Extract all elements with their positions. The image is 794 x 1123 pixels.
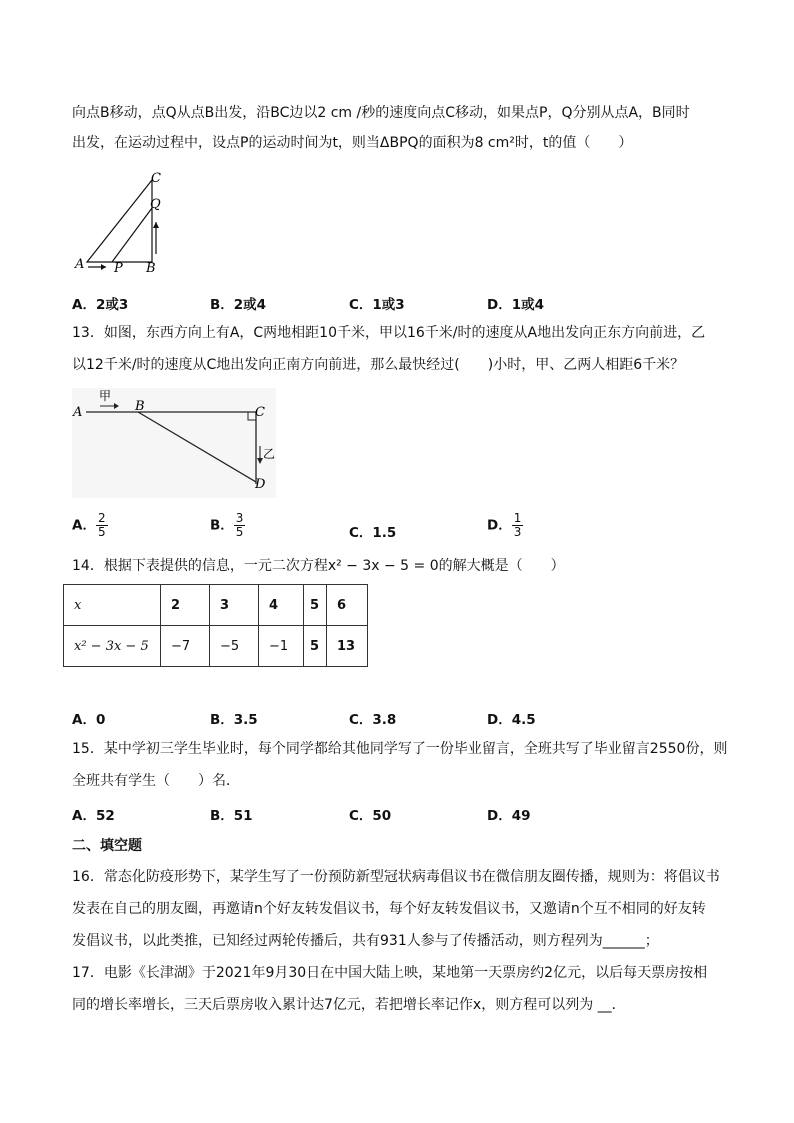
q12-triangle-figure (70, 168, 180, 276)
table-cell: −1 (259, 626, 304, 667)
table-cell: 5 (304, 585, 327, 626)
segment-pq (112, 208, 152, 262)
arrow-bq-head (153, 222, 159, 228)
arrow-ap-head (101, 264, 106, 270)
option-letter: D． (487, 517, 512, 534)
table-cell: 4 (259, 585, 304, 626)
q17-line-2: 同的增长率增长，三天后票房收入累计达7亿元，若把增长率记作x，则方程可以列为 __． (72, 997, 626, 1013)
q15-line-2: 全班共有学生（ ）名． (72, 773, 240, 789)
q12-line-2: 出发，在运动过程中，设点P的运动时间为t，则当ΔBPQ的面积为8 cm²时，t的值（ ） (72, 135, 633, 151)
q13-line-2: 以12千米/时的速度从C地出发向正南方向前进，那么最快经过( )小时，甲、乙两人相距6千米？ (72, 357, 685, 373)
q16-line-1: 16．常态化防疫形势下，某学生写了一份预防新型冠状病毒倡议书在微信朋友圈传播，规则为：将倡议书 (72, 869, 720, 885)
label-d: D (255, 477, 266, 492)
label-c: C (255, 405, 265, 420)
q15-line-1: 15．某中学初三学生毕业时，每个同学都给其他同学写了一份毕业留言，全班共写了毕业留言2550份，则 (72, 741, 728, 757)
table-cell: −5 (210, 626, 259, 667)
q12-option-b: B．2或4 (210, 297, 267, 313)
q12-option-a: A．2或3 (72, 297, 129, 313)
q13-option-a (72, 512, 108, 539)
table-cell: 6 (327, 585, 368, 626)
q12-option-c: C．1或3 (349, 297, 405, 313)
table-cell: 13 (327, 626, 368, 667)
label-c: C (151, 171, 161, 186)
label-jia: 甲 (99, 389, 112, 403)
label-a: A (73, 405, 83, 420)
label-b: B (135, 399, 145, 414)
table-cell: x (64, 585, 161, 626)
q15-option-b: B．51 (210, 808, 253, 824)
q14-option-c: C．3.8 (349, 712, 397, 728)
table-cell: x² − 3x − 5 (64, 626, 161, 667)
table-cell: 5 (304, 626, 327, 667)
option-letter: B． (210, 517, 234, 534)
q14-line-1: 14．根据下表提供的信息，一元二次方程x² − 3x − 5 = 0的解大概是（ ） (72, 558, 565, 574)
q14-value-table (63, 584, 368, 667)
fraction: $\frac{3}{5}$ (235, 511, 244, 539)
figure-background (72, 388, 276, 498)
label-q: Q (150, 197, 161, 212)
q12-line-1: 向点B移动，点Q从点B出发，沿BC边以2 cm /秒的速度向点C移动，如果点P，Q分别从点A，B同时 (72, 105, 690, 121)
q13-option-c: C．1.5 (349, 525, 397, 541)
fraction: $\frac{1}{3}$ (513, 511, 522, 539)
table-cell: 3 (210, 585, 259, 626)
label-a: A (75, 257, 85, 272)
q15-option-a: A．52 (72, 808, 115, 824)
table-row (64, 626, 368, 667)
q15-option-d: D．49 (487, 808, 531, 824)
table-row (64, 585, 368, 626)
q16-line-3: 发倡议书，以此类推，已知经过两轮传播后，共有931人参与了传播活动，则方程列为______； (72, 933, 659, 949)
table-cell: −7 (161, 626, 210, 667)
q16-line-2: 发表在自己的朋友圈，再邀请n个好友转发倡议书，每个好友转发倡议书，又邀请n个互不相同的好友转 (72, 901, 706, 917)
q15-option-c: C．50 (349, 808, 392, 824)
label-yi: 乙 (263, 447, 276, 461)
q12-option-d: D．1或4 (487, 297, 544, 313)
q14-option-a: A．0 (72, 712, 106, 728)
q13-figure (72, 388, 276, 498)
q13-line-1: 13．如图，东西方向上有A，C两地相距10千米，甲以16千米/时的速度从A地出发向正东方向前进，乙 (72, 325, 706, 341)
label-b: B (146, 261, 156, 276)
q13-option-b (210, 512, 245, 539)
q14-option-b: B．3.5 (210, 712, 258, 728)
section-heading: 二、填空题 (72, 838, 142, 854)
option-letter: A． (72, 517, 96, 534)
q13-option-d (487, 512, 523, 539)
table-cell: 2 (161, 585, 210, 626)
q17-line-1: 17．电影《长津湖》于2021年9月30日在中国大陆上映，某地第一天票房约2亿元，以后每天票房按相 (72, 965, 708, 981)
fraction: $\frac{2}{5}$ (97, 511, 106, 539)
q14-option-d: D．4.5 (487, 712, 536, 728)
label-p: P (114, 261, 123, 276)
